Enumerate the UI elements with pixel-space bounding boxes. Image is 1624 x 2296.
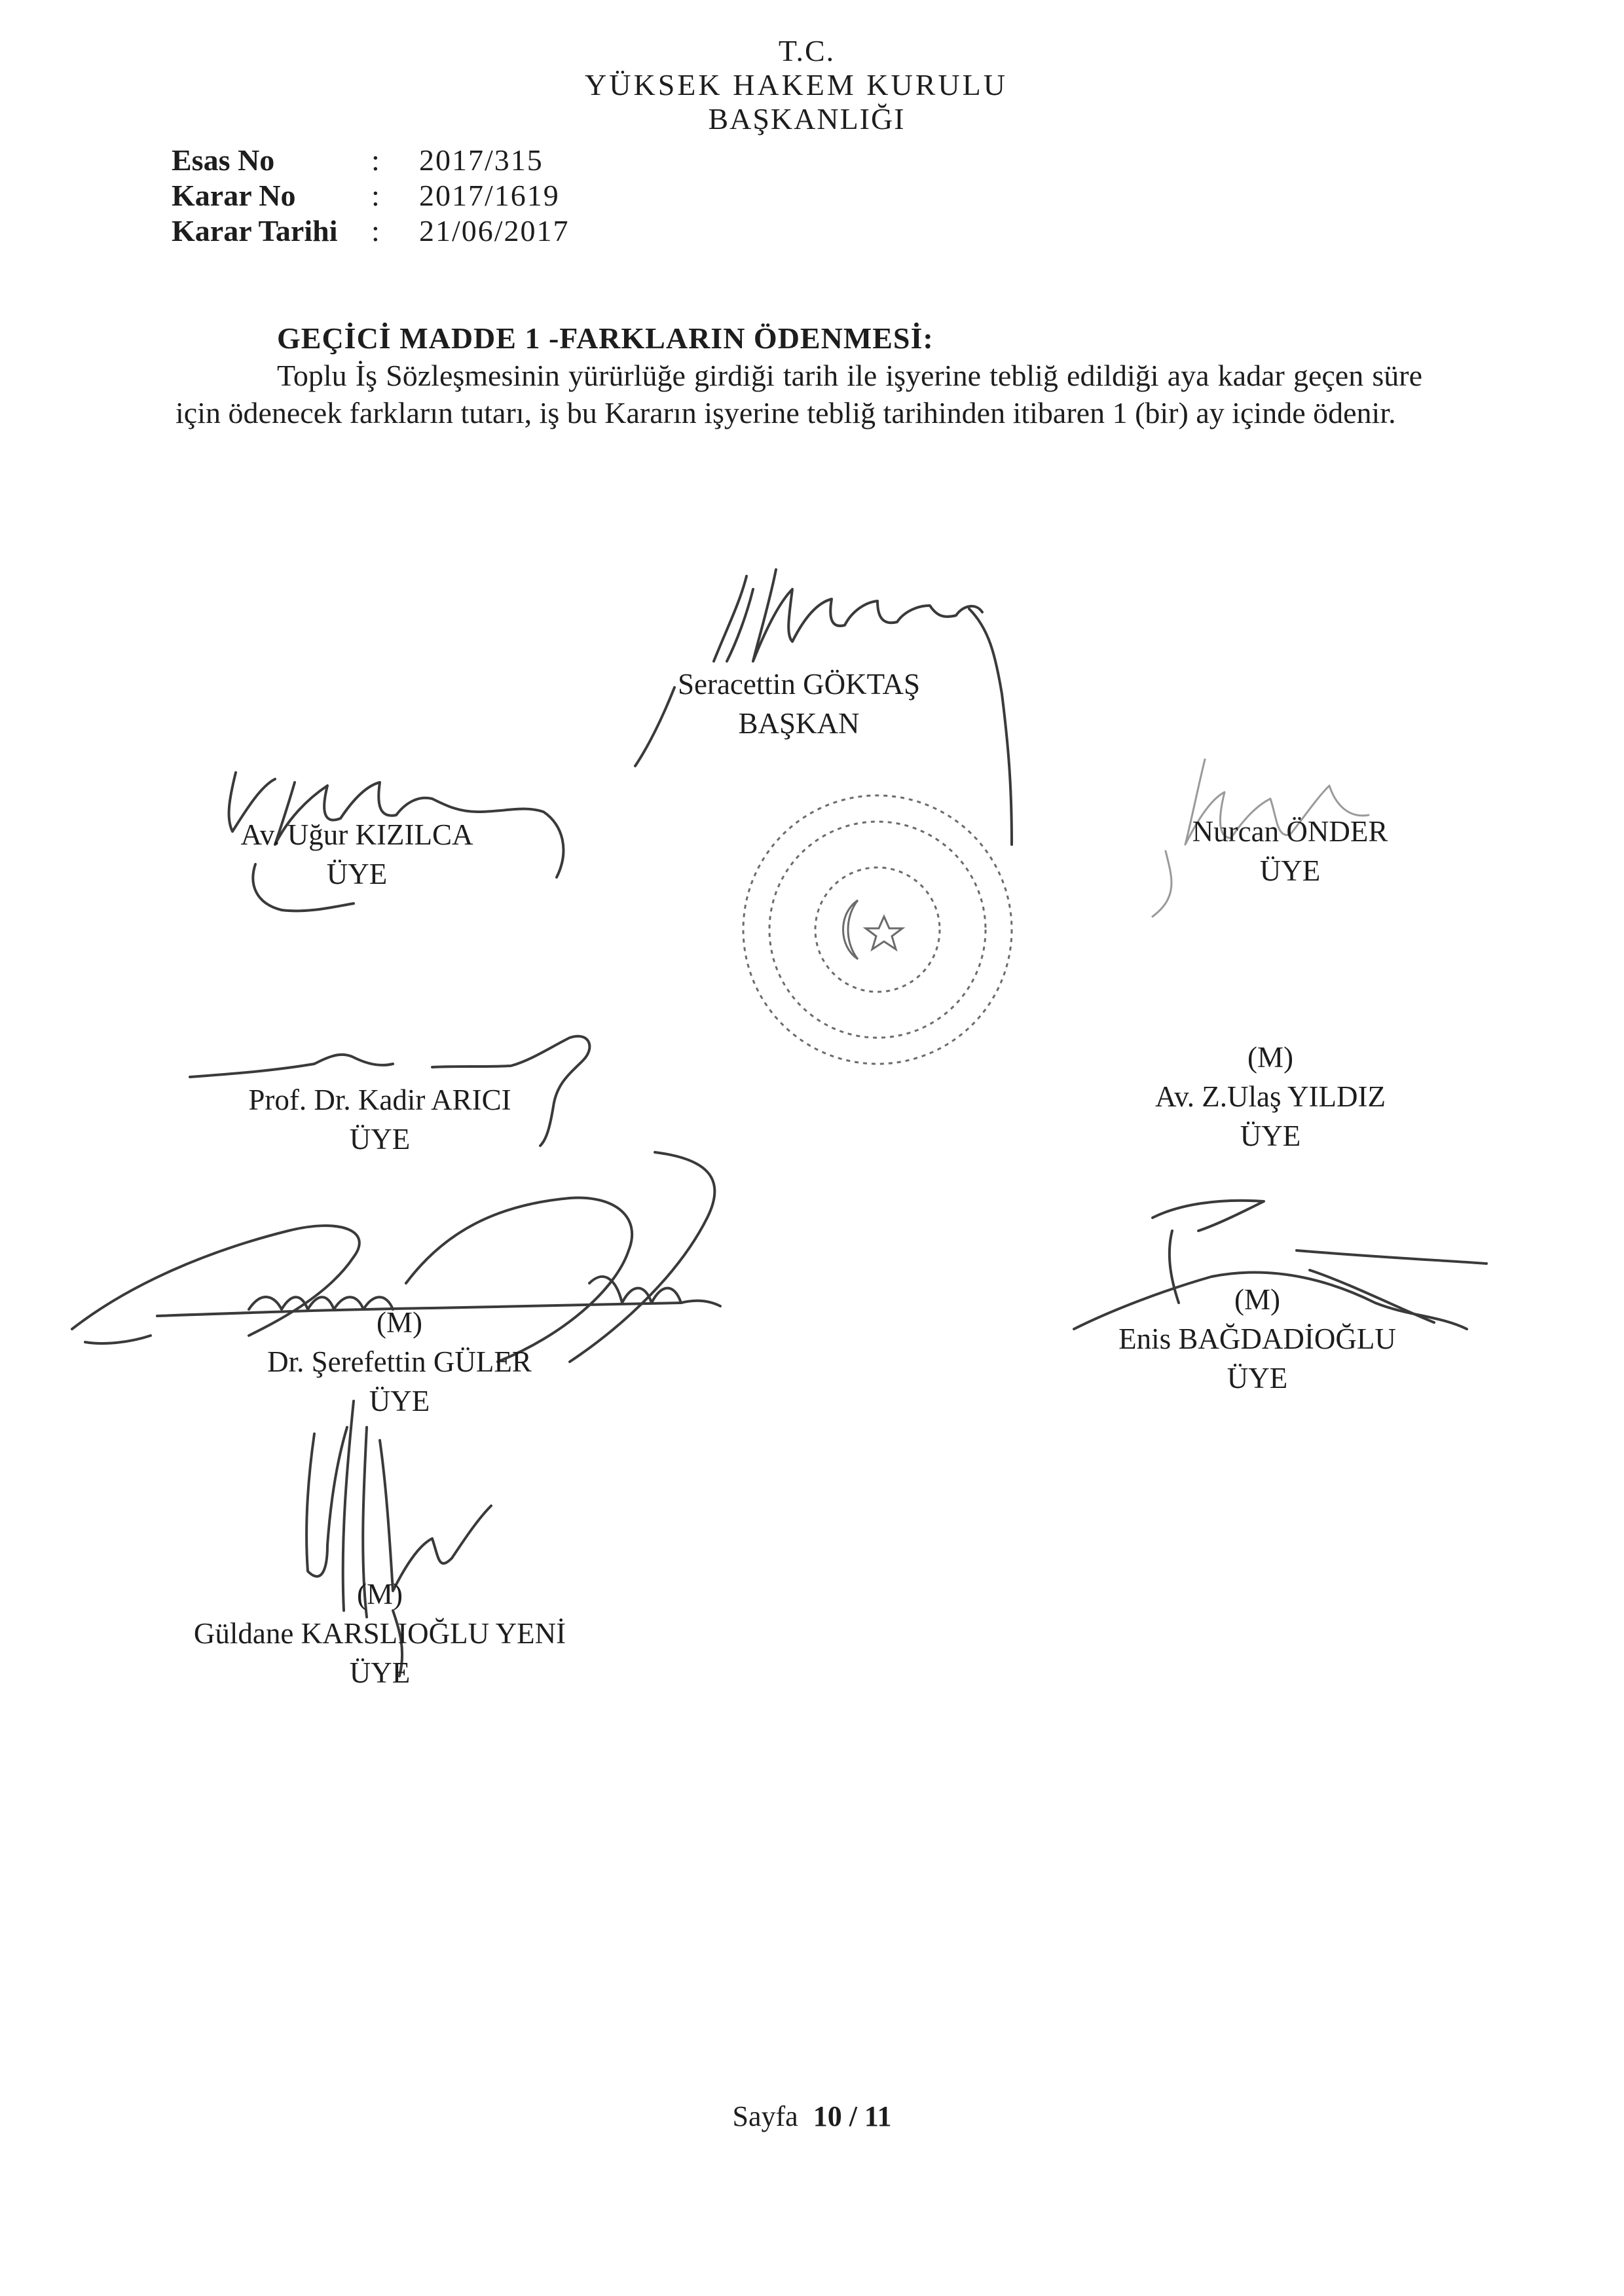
signatory-name: Seracettin GÖKTAŞ [677, 668, 921, 701]
signatory-name: Av. Uğur KIZILCA [240, 818, 473, 851]
signatory-role: ÜYE [349, 1656, 411, 1689]
page-label: Sayfa [732, 2100, 798, 2132]
signatory-role: ÜYE [369, 1385, 430, 1417]
header-tc: T.C. [778, 34, 836, 67]
signatory-role: ÜYE [349, 1123, 411, 1156]
signatory-chair [655, 665, 943, 743]
signatory-mark: (M) [377, 1306, 422, 1339]
meta-value: 2017/1619 [419, 179, 560, 212]
article-title: GEÇİCİ MADDE 1 -FARKLARIN ÖDENMESİ: [277, 321, 934, 355]
signatory-guler [223, 1303, 576, 1421]
official-seal [743, 795, 1012, 1064]
signatory-role: ÜYE [1259, 854, 1321, 887]
signatory-mark: (M) [1247, 1041, 1293, 1074]
signatory-name: Av. Z.Ulaş YILDIZ [1155, 1080, 1386, 1113]
meta-colon: : [371, 179, 380, 212]
signatory-name: Dr. Şerefettin GÜLER [267, 1345, 532, 1378]
meta-colon: : [371, 214, 380, 247]
header-department: BAŞKANLIĞI [708, 102, 906, 136]
signatory-yildiz [1113, 1038, 1428, 1156]
meta-colon: : [371, 143, 380, 177]
meta-label: Karar No [172, 179, 296, 212]
signatory-arici [216, 1080, 544, 1159]
signatory-kizilca [210, 815, 504, 894]
signatory-name: Nurcan ÖNDER [1192, 815, 1388, 848]
signatory-role: ÜYE [326, 858, 388, 890]
meta-label: Karar Tarihi [172, 214, 338, 247]
page-footer [0, 2100, 1624, 2133]
page-number: 10 / 11 [813, 2100, 892, 2132]
signatory-role: ÜYE [1240, 1120, 1301, 1152]
signatory-yeni [177, 1575, 583, 1692]
signatory-mark: (M) [1234, 1283, 1280, 1316]
header-institution: YÜKSEK HAKEM KURULU [585, 68, 1008, 101]
meta-value: 2017/315 [419, 143, 544, 177]
meta-label: Esas No [172, 143, 275, 177]
signatory-bagdadioglu [1087, 1280, 1428, 1398]
signatory-mark: (M) [357, 1578, 403, 1611]
meta-value: 21/06/2017 [419, 214, 570, 247]
signatory-role: BAŞKAN [738, 707, 860, 740]
signatory-name: Güldane KARSLIOĞLU YENİ [193, 1617, 566, 1650]
signatory-name: Enis BAĞDADİOĞLU [1118, 1322, 1396, 1355]
signatory-onder [1153, 812, 1428, 890]
article-paragraph: Toplu İş Sözleşmesinin yürürlüğe girdiği tarih ile işyerine tebliğ edildiği aya kadar geçen süre için ödenecek farkların tutarı, iş bu Kararın işyerine tebliğ tarihinden itibaren 1 (bir) ay içinde ödenir. [175, 359, 1422, 429]
signatory-role: ÜYE [1227, 1362, 1288, 1394]
signatory-name: Prof. Dr. Kadir ARICI [248, 1084, 511, 1116]
